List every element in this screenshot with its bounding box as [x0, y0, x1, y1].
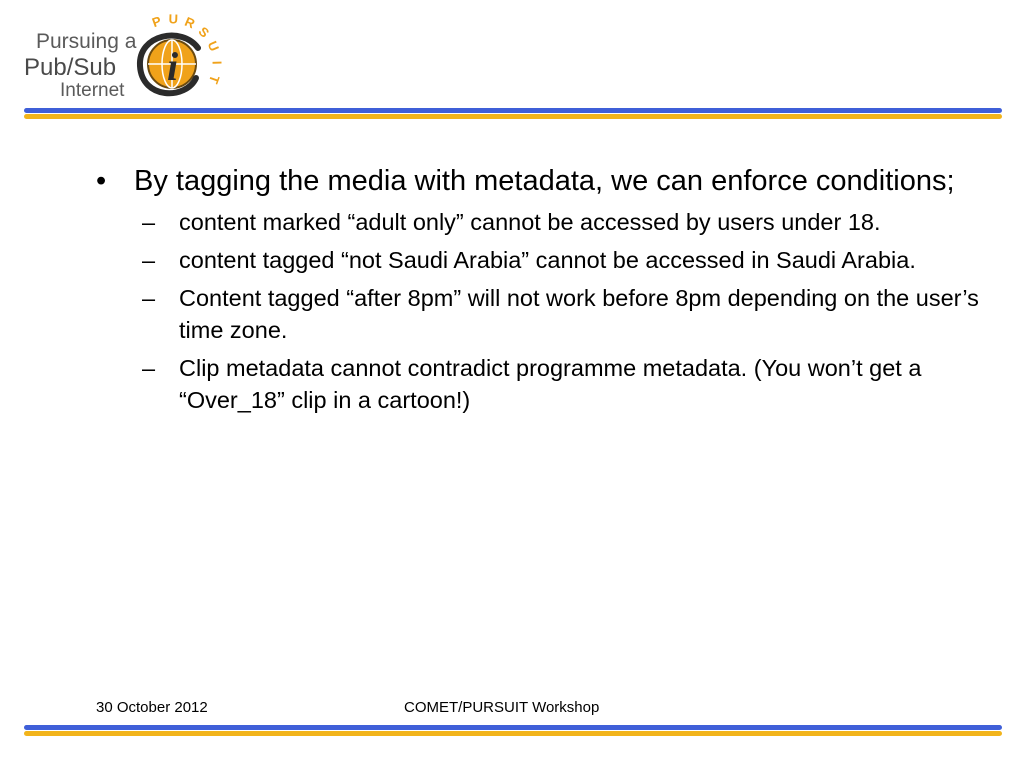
- emblem-letter: U: [168, 11, 179, 27]
- pursuit-emblem-icon: [132, 4, 242, 104]
- footer-date: 30 October 2012: [96, 699, 208, 716]
- dash-marker: –: [142, 247, 156, 273]
- dash-marker: –: [142, 209, 156, 235]
- logo-line-2: Pub/Sub: [24, 54, 117, 81]
- sub-bullet-text: content marked “adult only” cannot be accessed by users under 18.: [179, 209, 881, 235]
- header-rule-blue: [24, 108, 1002, 113]
- footer-event: COMET/PURSUIT Workshop: [404, 699, 600, 716]
- slide-content: [96, 162, 996, 416]
- main-bullet-text: By tagging the media with metadata, we can enforce conditions;: [134, 165, 955, 197]
- footer-rule-gold: [24, 731, 1002, 736]
- bullet-dot: •: [96, 165, 107, 197]
- emblem-letter: P: [149, 13, 164, 31]
- sub-bullet: [96, 206, 996, 238]
- sub-bullet-text: content tagged “not Saudi Arabia” cannot be accessed in Saudi Arabia.: [179, 247, 916, 273]
- sub-bullet-text: Content tagged “after 8pm” will not work before 8pm depending on the user’s time zone.: [179, 285, 979, 343]
- pursuit-logo: [20, 4, 235, 104]
- logo-line-3: Internet: [60, 80, 125, 101]
- emblem-letter: R: [182, 13, 198, 32]
- dash-marker: –: [142, 285, 156, 311]
- footer-rule-blue: [24, 725, 1002, 730]
- emblem-letter: T: [205, 73, 223, 86]
- emblem-letter: S: [195, 23, 213, 41]
- header-rule-gold: [24, 114, 1002, 119]
- emblem-letter: U: [204, 38, 223, 54]
- logo-line-1: Pursuing a: [36, 30, 137, 53]
- emblem-i-glyph: i: [167, 44, 179, 89]
- sub-bullet: [96, 282, 996, 346]
- sub-bullet: [96, 244, 996, 276]
- sub-bullet-text: Clip metadata cannot contradict programme metadata. (You won’t get a “Over_18” clip in a cartoon!): [179, 355, 922, 413]
- sub-bullet: [96, 352, 996, 416]
- emblem-letter: I: [209, 60, 225, 65]
- dash-marker: –: [142, 355, 156, 381]
- main-bullet: [96, 162, 996, 200]
